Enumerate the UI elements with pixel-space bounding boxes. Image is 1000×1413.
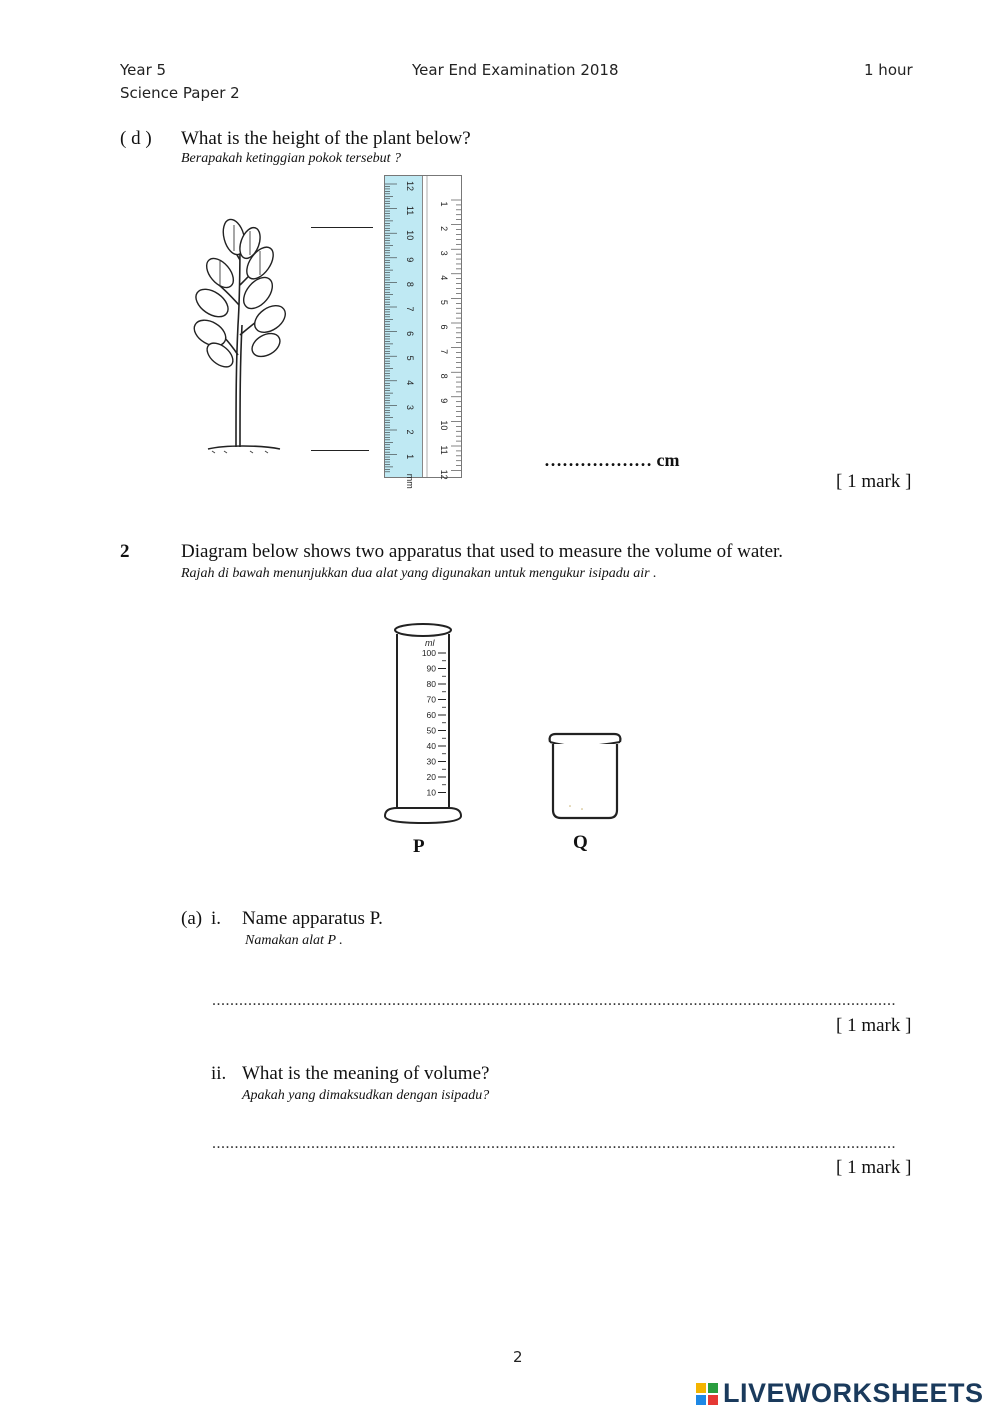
measuring-cylinder-illustration [380,620,470,830]
ruler-right-label: 6 [439,324,449,330]
ruler-right-label: 9 [439,398,449,404]
cylinder-rim [395,624,451,636]
cylinder-tick-label: 20 [426,772,436,782]
cylinder-tick-label: 60 [426,710,436,720]
ruler-right-label: 5 [439,299,449,305]
header-year: Year 5 [120,61,167,79]
ruler [384,175,462,489]
ruler-right-label: 3 [439,250,449,256]
logo-text: LIVEWORKSHEETS [723,1378,984,1408]
ruler-right-label: 2 [439,226,449,232]
label-p: P [413,836,425,857]
ruler-left-label: 10 [405,230,415,241]
cylinder-tick-label: 40 [426,741,436,751]
ruler-right-label: 1 [439,201,449,207]
ruler-left-label: 11 [405,205,415,216]
label-q: Q [573,832,588,853]
q1d-mark: [ 1 mark ] [836,471,912,492]
q2-number: 2 [120,541,130,562]
page-number: 2 [513,1348,523,1366]
plant-illustration [190,215,290,455]
q1d-question: What is the height of the plant below? [181,128,471,149]
q1d-answer-blank[interactable]: ……………… cm [544,450,680,470]
ruler-right-label: 11 [439,445,449,455]
q1d-number: ( d ) [120,128,152,149]
ruler-scale [385,176,461,489]
q2a-i-number: i. [211,908,222,929]
header-paper: Science Paper 2 [120,84,240,102]
q2a-i-question: Name apparatus P. [242,908,383,929]
beaker-illustration [546,730,626,822]
cylinder-tick-label: 100 [421,648,436,658]
q2a-i-question-malay: Namakan alat P . [245,933,343,948]
ruler-left-label: 7 [405,306,415,312]
ruler-left-label: 8 [405,281,415,287]
q2a-ii-question: What is the meaning of volume? [242,1063,490,1084]
ruler-right-label: 4 [439,275,449,281]
cylinder-unit-label: ml [425,638,435,648]
q2-question: Diagram below shows two apparatus that used to measure the volume of water. [181,541,784,562]
q2a-ii-question-malay: Apakah yang dimaksudkan dengan isipadu? [242,1088,490,1103]
q2a-i-answer-line[interactable]: ........................................................................................................................................................ [212,992,896,1009]
logo-grid-icon [696,1383,718,1405]
ruler-left-label: 2 [405,429,415,435]
ruler-left-label: 1 [405,454,415,460]
header-duration: 1 hour [864,61,913,79]
q2a-label: (a) [181,908,203,929]
cylinder-tick-label: 90 [426,663,436,674]
ruler-right-label: 10 [439,420,449,431]
cylinder-tick-label: 50 [426,725,436,736]
q2a-ii-answer-line[interactable]: ........................................................................................................................................................ [212,1135,896,1152]
cylinder-tick-label: 30 [426,756,436,767]
cylinder-tick-label: 10 [426,787,436,798]
ruler-left-label: 6 [405,331,415,337]
cylinder-tick-label: 80 [426,679,436,689]
ruler-left-label: 4 [405,380,415,386]
ruler-left-label: 5 [405,355,415,361]
plant-base-marker-line [311,450,369,451]
header-exam-title: Year End Examination 2018 [412,61,619,79]
cylinder-base [385,808,461,823]
q2-question-malay: Rajah di bawah menunjukkan dua alat yang digunakan untuk mengukur isipadu air . [181,566,657,581]
ruler-left-label: 9 [405,257,415,263]
cylinder-walls [397,634,449,808]
ruler-left-label: mm [405,473,415,489]
ruler-left-label: 12 [405,180,415,192]
plant-top-marker-line [311,227,373,228]
ruler-right-label: 12 [439,469,449,480]
liveworksheets-logo [696,1378,984,1409]
ruler-right-label: 8 [439,373,449,379]
ruler-left-label: 3 [405,404,415,410]
q2a-ii-mark: [ 1 mark ] [836,1157,912,1178]
ruler-right-label: 7 [439,349,449,355]
q2a-ii-number: ii. [211,1063,227,1084]
q1d-question-malay: Berapakah ketinggian pokok tersebut ? [181,151,402,166]
cylinder-tick-label: 70 [426,694,436,705]
q2a-i-mark: [ 1 mark ] [836,1015,912,1036]
